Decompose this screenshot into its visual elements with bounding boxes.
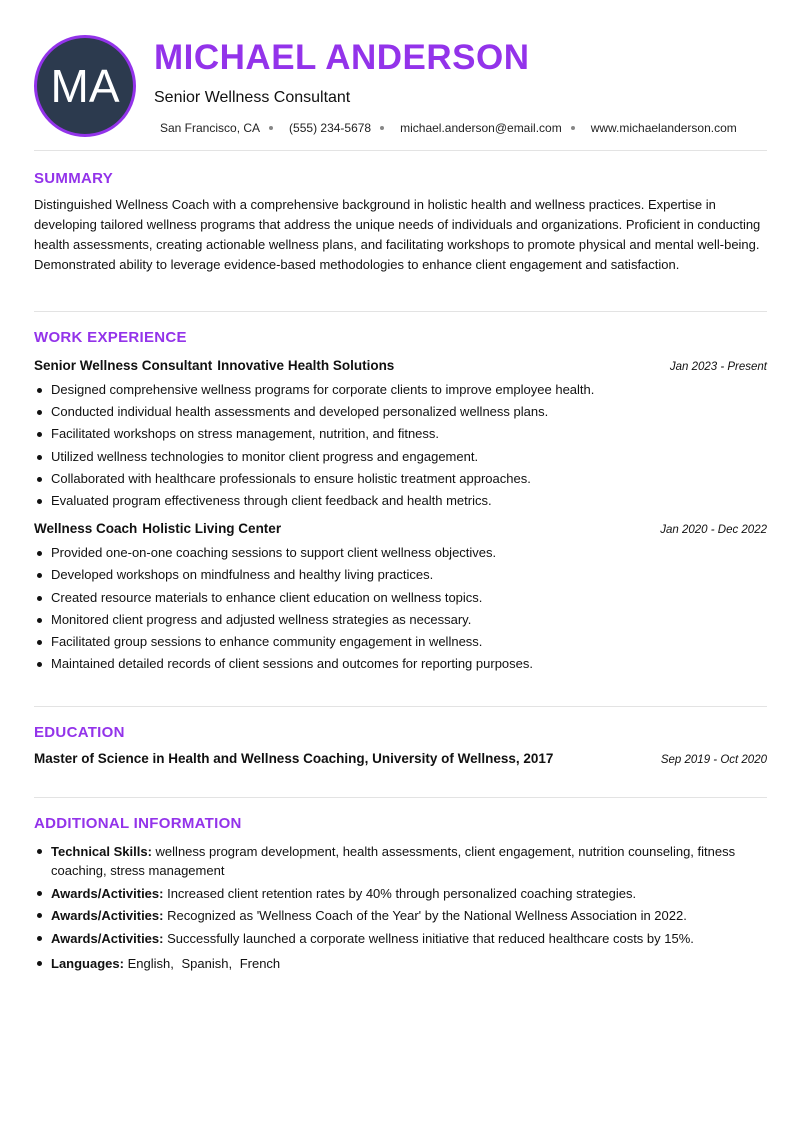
job-entry	[34, 521, 767, 675]
list-item: Designed comprehensive wellness programs for corporate clients to improve employee health.	[34, 379, 767, 401]
job-title	[34, 358, 394, 373]
list-item: Developed workshops on mindfulness and healthy living practices.	[34, 564, 767, 586]
job-role: Wellness Coach	[34, 521, 138, 537]
divider	[34, 311, 767, 312]
list-item	[34, 884, 767, 903]
list-item	[34, 906, 767, 925]
job-company: Innovative Health Solutions	[217, 358, 395, 373]
experience-heading: WORK EXPERIENCE	[34, 329, 187, 346]
avatar	[34, 35, 136, 137]
list-item: Collaborated with healthcare professionals to ensure holistic treatment approaches.	[34, 468, 767, 490]
list-item: Evaluated program effectiveness through client feedback and health metrics.	[34, 490, 767, 512]
job-header	[34, 358, 767, 373]
info-label: Languages:	[51, 955, 124, 971]
contact-email[interactable]: michael.anderson@email.com	[400, 121, 562, 135]
info-label: Technical Skills:	[51, 844, 152, 859]
language: English,	[127, 955, 174, 971]
education-section	[34, 724, 767, 766]
avatar-initials: MA	[50, 60, 120, 112]
award-text: Recognized as 'Wellness Coach of the Year' by the National Wellness Association in 2022.	[167, 908, 687, 923]
list-item: Monitored client progress and adjusted wellness strategies as necessary.	[34, 609, 767, 631]
job-entry	[34, 358, 767, 512]
job-header	[34, 521, 767, 536]
list-item: Provided one-on-one coaching sessions to support client wellness objectives.	[34, 542, 767, 564]
experience-section	[34, 329, 767, 675]
list-item: Maintained detailed records of client sessions and outcomes for reporting purposes.	[34, 653, 767, 675]
list-item: Conducted individual health assessments and developed personalized wellness plans.	[34, 401, 767, 423]
list-item	[34, 929, 767, 948]
job-dates: Jan 2023 - Present	[669, 361, 767, 373]
list-item: Utilized wellness technologies to monitor client progress and engagement.	[34, 446, 767, 468]
job-dates: Jan 2020 - Dec 2022	[660, 524, 767, 537]
job-title	[34, 521, 281, 536]
summary-heading: SUMMARY	[34, 170, 114, 187]
job-role: Senior Wellness Consultant	[34, 358, 213, 373]
contact-website[interactable]: www.michaelanderson.com	[590, 121, 737, 135]
divider	[34, 706, 767, 707]
divider	[34, 150, 767, 151]
list-item: Facilitated group sessions to enhance community engagement in wellness.	[34, 631, 767, 653]
list-item: Facilitated workshops on stress management, nutrition, and fitness.	[34, 423, 767, 445]
education-entry	[34, 751, 767, 766]
education-heading: EDUCATION	[34, 724, 125, 741]
contact-location: San Francisco, CA	[160, 121, 261, 135]
award-text: Increased client retention rates by 40% through personalized coaching strategies.	[167, 885, 637, 901]
divider	[34, 797, 767, 798]
resume-header	[0, 0, 800, 150]
info-label: Awards/Activities:	[51, 930, 164, 946]
education-degree: Master of Science in Health and Wellness Coaching, University of Wellness, 2017	[34, 751, 554, 766]
language: Spanish,	[181, 955, 233, 971]
award-text: Successfully launched a corporate wellness initiative that reduced healthcare costs by 15%.	[167, 930, 694, 946]
info-label: Awards/Activities:	[51, 908, 164, 923]
summary-text: Distinguished Wellness Coach with a comprehensive background in holistic health and wellness practices. Expertise in developing tailored wellness programs that address the unique needs of individuals and organizations. Proficient in conducting health assessments, creating actionable wellness plans, and facilitating workshops to promote physical and mental well-being. Demonstrated ability to leverage evidence-based methodologies to enhance client engagement and satisfaction.	[34, 197, 761, 272]
job-bullets	[34, 379, 767, 512]
education-dates: Sep 2019 - Oct 2020	[660, 754, 767, 766]
additional-section	[34, 815, 767, 976]
contact-row	[160, 121, 737, 135]
separator-dot	[269, 126, 273, 130]
candidate-name: MICHAEL ANDERSON	[154, 38, 530, 77]
contact-phone: (555) 234-5678	[289, 121, 372, 135]
additional-heading: ADDITIONAL INFORMATION	[34, 815, 242, 832]
job-bullets	[34, 542, 767, 675]
summary-section	[34, 170, 767, 275]
job-company: Holistic Living Center	[142, 521, 282, 537]
separator-dot	[380, 126, 384, 130]
technical-skills: wellness program development, health assessments, client engagement, nutrition counseling, fitness coaching, stress management	[51, 844, 736, 878]
list-item	[34, 842, 767, 880]
language: French	[239, 955, 281, 971]
list-item	[34, 954, 767, 973]
additional-list	[34, 842, 767, 973]
separator-dot	[571, 126, 575, 130]
info-label: Awards/Activities:	[51, 885, 164, 901]
candidate-title: Senior Wellness Consultant	[154, 89, 351, 106]
list-item: Created resource materials to enhance client education on wellness topics.	[34, 587, 767, 609]
